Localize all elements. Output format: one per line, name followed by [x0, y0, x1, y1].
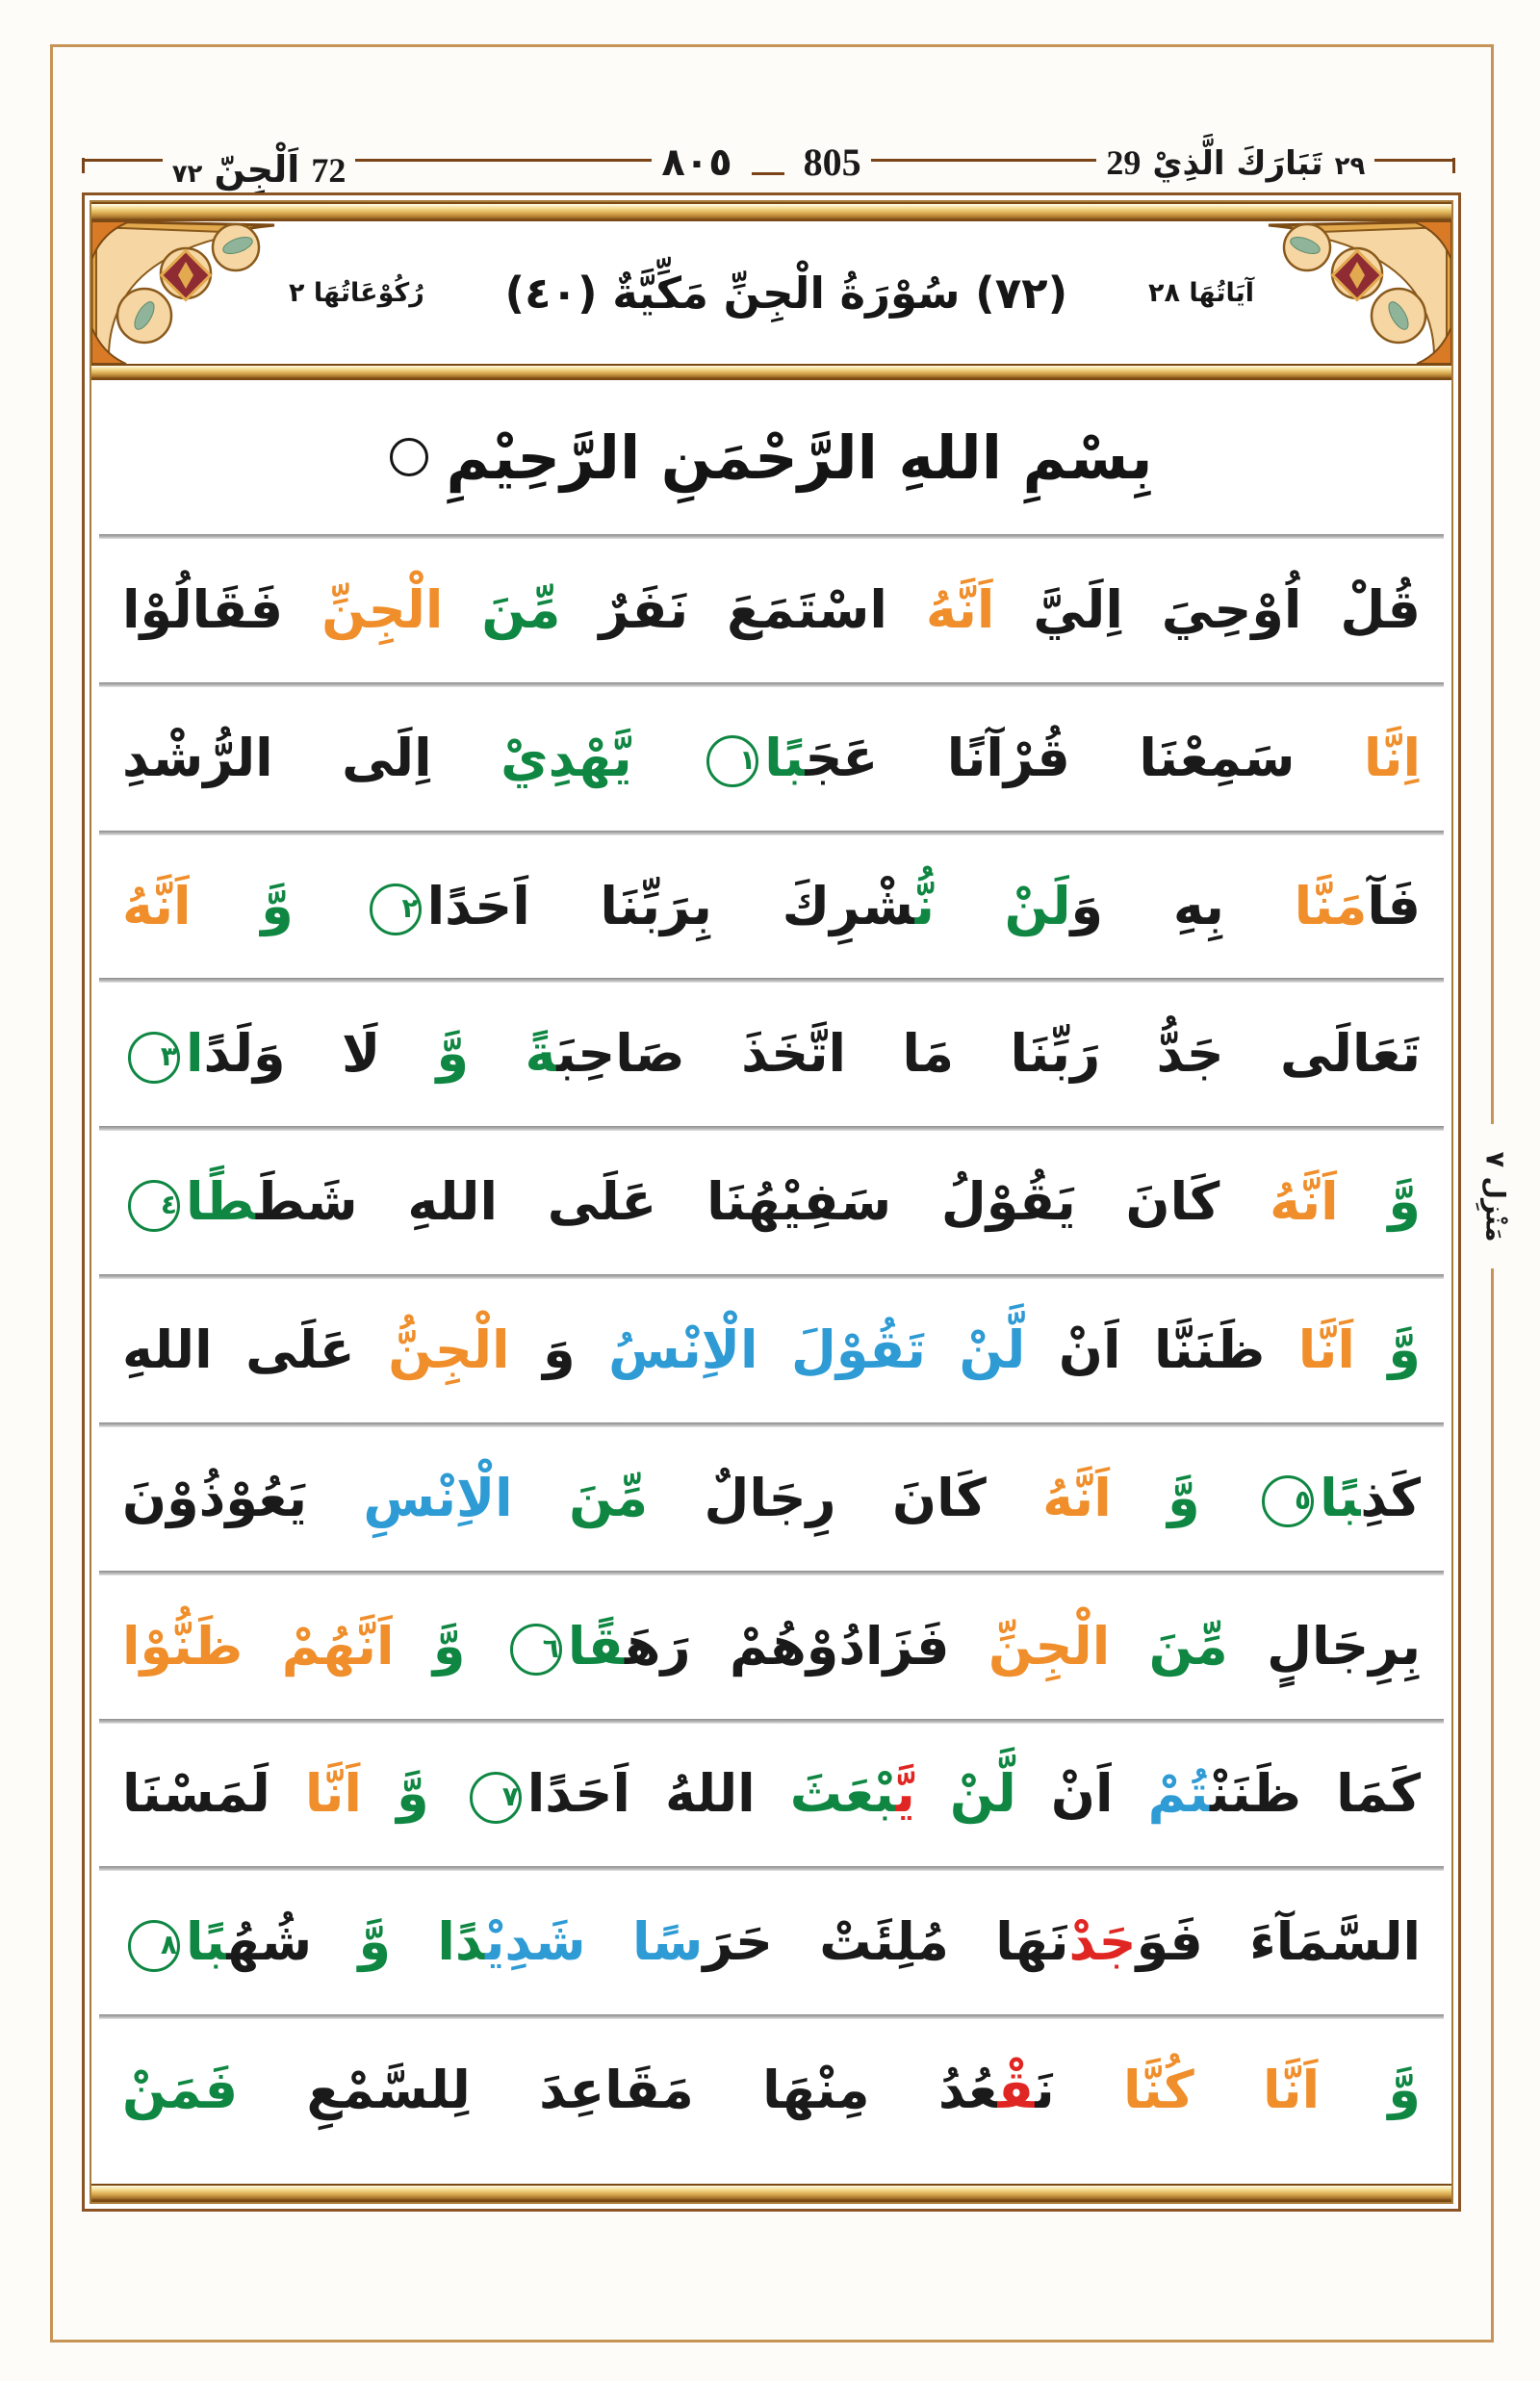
verse-segment: لَّنْ تَقُوْلَ الْاِنْسُ [575, 1319, 1026, 1381]
ayat-count-label: آيَاتُهَا ٢٨ [1147, 277, 1254, 308]
verse-segment: اَنَّهُ [1219, 1171, 1339, 1233]
verse-line-text [122, 1612, 1421, 1682]
verse-segment: اَنَّهُ [886, 578, 995, 640]
verse-segment: الْاِنْسِ [306, 1467, 513, 1528]
verse-segment: ‍بًا [186, 1911, 227, 1973]
verse-line-7 [95, 1427, 1448, 1571]
verse-segment: نَهَا مُلِئَتْ حَرَ [703, 1911, 1069, 1973]
verse-segment: مِّنَ [512, 1467, 649, 1528]
verse-segment: وَّ [191, 875, 364, 936]
verse-segment: كَانَ يَقُوْلُ سَفِيْهُنَا عَلَى اللهِ شَطَ‍ [255, 1171, 1220, 1233]
verse-segment: وَ [509, 1319, 576, 1381]
verse-segment: ‍طًا [186, 1171, 256, 1233]
verse-segment: اَنَّهُ [122, 875, 192, 936]
verse-segment: يَّهْدِيْ [431, 727, 702, 788]
verse-segment: فَمَنْ [122, 2060, 239, 2121]
header-rule-right-tick [1452, 158, 1455, 173]
verse-segment: مِنْهَا مَقَاعِدَ لِلسَّمْعِ [238, 2060, 870, 2121]
gold-band-under-title [91, 364, 1451, 380]
juz-name: تَبَارَكَ الَّذِيْ [1152, 144, 1323, 183]
corner-ornament-icon [1264, 221, 1451, 364]
verse-segment: ظَنُّوْا [122, 1615, 244, 1677]
verse-segment: اَنَّا [1265, 1319, 1355, 1381]
verse-segment: اَنَّهُمْ [243, 1615, 395, 1677]
verse-segment: وَّ [1320, 2060, 1421, 2121]
verse-segment: اللهُ اَحَدًا [526, 1763, 756, 1825]
verse-segment: الْجِنِّ [283, 578, 444, 640]
verse-segment: ‍دًا وَّ [312, 1911, 486, 1973]
manzil-label: مَنْزِل ٧ [1479, 1151, 1510, 1242]
verse-segment: الْجِنُّ [354, 1319, 510, 1381]
ayah-end-marker-٨: ٨ [128, 1920, 180, 1972]
verse-segment: فَقَالُوْا [122, 578, 284, 640]
verse-segment: نَ‍ [1035, 2060, 1055, 2121]
surah-name: اَلْجِنّ [214, 148, 300, 191]
surah-header-left [172, 148, 346, 191]
verse-line-text [122, 1019, 1421, 1089]
quran-text-frame-inner [90, 200, 1453, 2204]
verse-segment: بِرِجَالٍ [1227, 1615, 1422, 1677]
verse-segment: كَمَا ظَنَنْ‍ [1210, 1763, 1421, 1825]
verse-segment: سًا شَدِيْ‍ [485, 1911, 704, 1973]
ayah-end-marker-٣: ٣ [128, 1032, 180, 1084]
verse-segment: وَّ [361, 1763, 464, 1825]
verse-segment: ‍قًا [567, 1615, 626, 1677]
verse-segment: مَنَّا [1223, 875, 1368, 936]
verse-segment: فَآ [1367, 875, 1421, 936]
verse-segment: لَا وَلَدً [203, 1023, 381, 1085]
verse-segment: تَعَالَى جَدُّ رَبِّنَا مَا اتَّخَذَ صَاحِبَ‍ [556, 1023, 1421, 1085]
verse-segment: كَذِ‍ [1360, 1467, 1421, 1528]
verse-segment: اَنَّا [270, 1763, 362, 1825]
verse-segment: اَنَّا [1194, 2060, 1321, 2121]
ayah-end-marker-٧: ٧ [470, 1772, 522, 1824]
verse-line-9 [95, 1724, 1448, 1867]
verse-line-3 [95, 835, 1448, 979]
verse-segment: بِرَبِّنَا اَحَدًا [426, 875, 712, 936]
verse-line-text [122, 1167, 1421, 1238]
verse-line-text [122, 1316, 1421, 1386]
ruku-count-label: رُكُوْعَاتُهَا ٢ [289, 277, 424, 308]
verse-line-8 [95, 1575, 1448, 1719]
verse-segment: الْجِنِّ [949, 1615, 1111, 1677]
verse-segment: وَّ [394, 1615, 504, 1677]
verse-line-11 [95, 2019, 1448, 2163]
header-rule [85, 159, 163, 162]
corner-ornament-icon [91, 221, 279, 364]
verse-segment: لَمَسْنَا [122, 1763, 270, 1825]
verse-segment: وَّ [1354, 1319, 1421, 1381]
verse-segment: ‍بًا [764, 727, 806, 788]
verse-line-text [122, 576, 1421, 646]
bismillah-line [91, 380, 1451, 534]
ayah-end-marker-٦: ٦ [510, 1624, 562, 1676]
ayah-end-marker-٢: ٢ [370, 883, 422, 935]
verse-end-circle-icon [390, 438, 428, 476]
verse-segment: مِّنَ [443, 578, 561, 640]
juz-header-right [1106, 142, 1365, 191]
verse-segment: اَنْ [1015, 1763, 1114, 1825]
verse-segment: جَدْ [1068, 1911, 1137, 1973]
juz-number-latin: 29 [1106, 143, 1142, 182]
header-rule [1374, 159, 1452, 162]
verse-line-text [122, 1464, 1421, 1534]
verse-segment: السَّمَآءَ فَوَ [1136, 1911, 1421, 1973]
verse-segment: ا [186, 1023, 204, 1085]
verse-segment: لَّنْ [914, 1763, 1016, 1825]
page-number-latin: 805 [803, 141, 861, 184]
verse-line-5 [95, 1131, 1448, 1274]
verse-line-text [122, 724, 1421, 794]
verse-segment: فَزَادُوْهُمْ رَهَ‍ [625, 1615, 950, 1677]
manzil-margin-note [1463, 1124, 1527, 1268]
surah-number-latin: 72 [311, 151, 346, 190]
surah-number-arabic: ٧٢ [171, 160, 203, 189]
verse-line-text [122, 1759, 1421, 1830]
verse-segment: ظَنَنَّا اَنْ [1025, 1319, 1266, 1381]
verse-line-text [122, 872, 1421, 942]
verse-segment: يَّ‍ [895, 1763, 915, 1825]
verse-lines-area [91, 534, 1451, 2163]
verse-line-2 [95, 687, 1448, 831]
verse-segment: يَعُوْذُوْنَ [122, 1467, 307, 1528]
verse-segment: كَانَ رِجَالٌ [648, 1467, 987, 1528]
verse-line-4 [95, 983, 1448, 1126]
page-number-dash [752, 172, 784, 175]
gold-band-bottom [91, 2184, 1451, 2202]
verse-segment: وَّ [1338, 1171, 1421, 1233]
gold-band-top [91, 202, 1451, 221]
quran-text-frame [82, 192, 1461, 2212]
verse-segment: ‍قْ‍ [997, 2060, 1036, 2121]
ayah-end-marker-٤: ٤ [128, 1180, 180, 1232]
verse-line-10 [95, 1871, 1448, 2014]
verse-segment: ‍بًا [1320, 1467, 1361, 1528]
verse-segment: كُنَّا [1054, 2060, 1194, 2121]
verse-segment: لَنْ نُّ‍ [914, 875, 1071, 936]
ayah-end-marker-٥: ٥ [1262, 1475, 1314, 1527]
bismillah-text: بِسْمِ اللهِ الرَّحْمَنِ الرَّحِيْمِ [446, 422, 1153, 493]
verse-segment: اِنَّا [1295, 727, 1421, 788]
verse-segment: وَّ [1111, 1467, 1257, 1528]
verse-segment: سَمِعْنَا قُرْآنًا عَجَ‍ [805, 727, 1296, 788]
verse-segment: بِهِ وَ [1070, 875, 1224, 936]
ayah-end-marker-١: ١ [706, 735, 758, 787]
verse-segment: ‍شْرِكَ [711, 875, 915, 936]
surah-title: (٧٢) سُوْرَةُ الْجِنِّ مَكِّيَّةٌ (٤٠) [504, 267, 1068, 319]
header-rule [871, 159, 1097, 162]
verse-segment: شُهُ‍ [226, 1911, 313, 1973]
surah-title-band [91, 221, 1451, 364]
verse-segment: ‍تُمْ [1113, 1763, 1211, 1825]
running-header [82, 115, 1455, 191]
verse-line-1 [95, 539, 1448, 682]
verse-segment: اِلَى الرُّشْدِ [122, 727, 432, 788]
verse-line-text [122, 1907, 1421, 1978]
verse-segment: قُلْ اُوْحِيَ اِلَيَّ [994, 578, 1421, 640]
verse-segment: عَلَى اللهِ [122, 1319, 355, 1381]
verse-segment: ‍عُدُ [869, 2060, 998, 2121]
verse-segment: ‍بْعَثَ [755, 1763, 896, 1825]
page-number-arabic: ٨٠٥ [661, 141, 732, 185]
page-number-group [661, 140, 860, 191]
verse-line-text [122, 2056, 1421, 2126]
verse-line-6 [95, 1279, 1448, 1422]
verse-segment: اسْتَمَعَ نَفَرٌ [560, 578, 887, 640]
verse-segment: ‍ةً وَّ [380, 1023, 557, 1085]
juz-number-arabic: ٢٩ [1334, 152, 1366, 181]
header-rule [355, 159, 652, 162]
verse-segment: مِّنَ [1110, 1615, 1228, 1677]
bottom-gap [91, 2163, 1451, 2184]
verse-segment: اَنَّهُ [986, 1467, 1112, 1528]
surah-title-texts [91, 268, 1451, 319]
